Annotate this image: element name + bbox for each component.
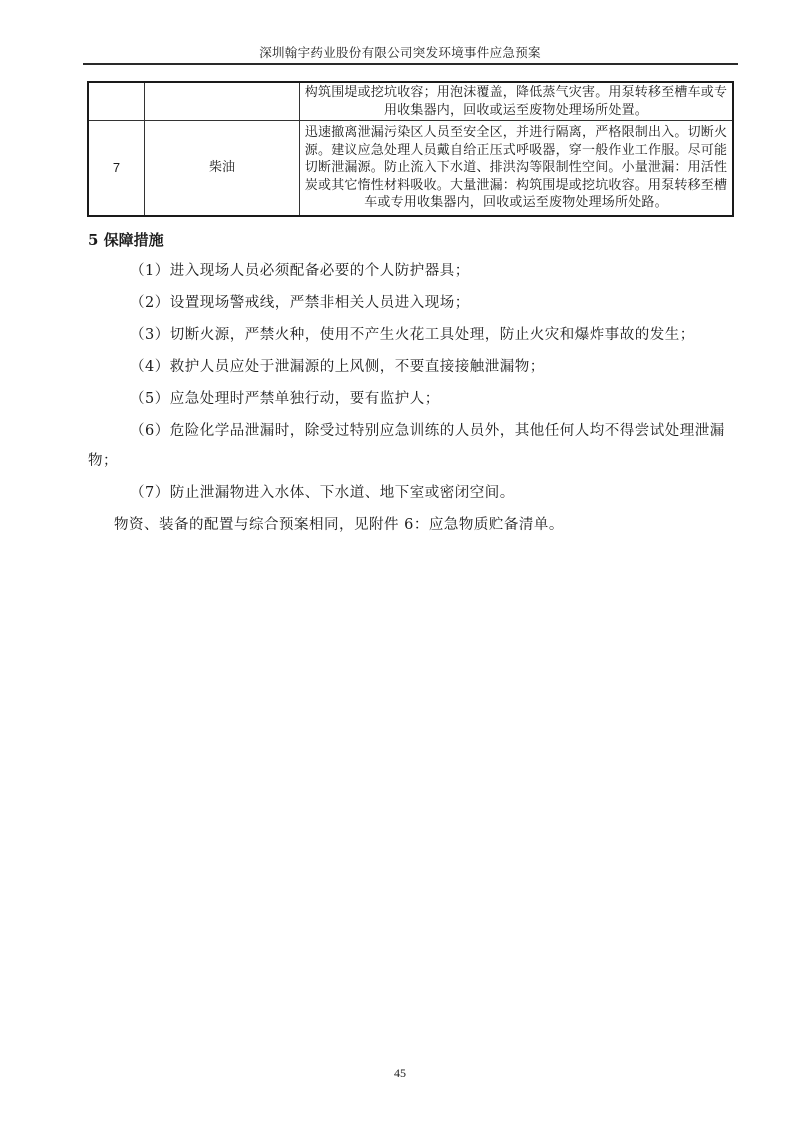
section-heading: 5 保障措施	[88, 231, 164, 249]
cell-measures: 迅速撤离泄漏污染区人员至安全区，并进行隔离，严格限制出入。切断火源。建议应急处理人员戴自给正压式呼吸器，穿一般作业工作服。尽可能切断泄漏源。防止流入下水道、排洪沟等限制性空间。小量泄漏：用活性炭或其它惰性材料吸收。大量泄漏：构筑围堤或挖坑收容。用泵转移至槽车或专用收集器内，回收或运至废物处理场所处路。	[300, 121, 734, 217]
table-row	[88, 121, 733, 217]
equipment-note: 物资、装备的配置与综合预案相同，见附件 6：应急物质贮备清单。	[114, 517, 564, 533]
cell-number	[88, 82, 145, 121]
measure-item-7: （7）防止泄漏物进入水体、下水道、地下室或密闭空间。	[130, 485, 515, 501]
measure-item-1: （1）进入现场人员必须配备必要的个人防护器具；	[130, 263, 470, 279]
page-header-title: 深圳翰宇药业股份有限公司突发环境事件应急预案	[259, 45, 541, 60]
cell-measures: 构筑围堤或挖坑收容；用泡沫覆盖，降低蒸气灾害。用泵转移至槽车或专用收集器内，回收或运至废物处理场所处置。	[300, 82, 734, 121]
cell-substance	[145, 82, 300, 121]
measure-item-4: （4）救护人员应处于泄漏源的上风侧，不要直接接触泄漏物；	[130, 359, 545, 375]
measure-item-5: （5）应急处理时严禁单独行动，要有监护人；	[130, 391, 440, 407]
table-row	[88, 82, 733, 121]
measure-item-3: （3）切断火源，严禁火种，使用不产生火花工具处理，防止火灾和爆炸事故的发生；	[130, 327, 695, 343]
measure-item-6: （6）危险化学品泄漏时，除受过特别应急训练的人员外，其他任何人均不得尝试处理泄漏物；	[88, 423, 725, 469]
cell-number: 7	[88, 121, 145, 217]
page-number: 45	[394, 1066, 406, 1080]
measure-item-2: （2）设置现场警戒线，严禁非相关人员进入现场；	[130, 295, 470, 311]
hazard-measures-table	[87, 81, 734, 217]
header-rule	[83, 63, 738, 65]
cell-substance: 柴油	[145, 121, 300, 217]
